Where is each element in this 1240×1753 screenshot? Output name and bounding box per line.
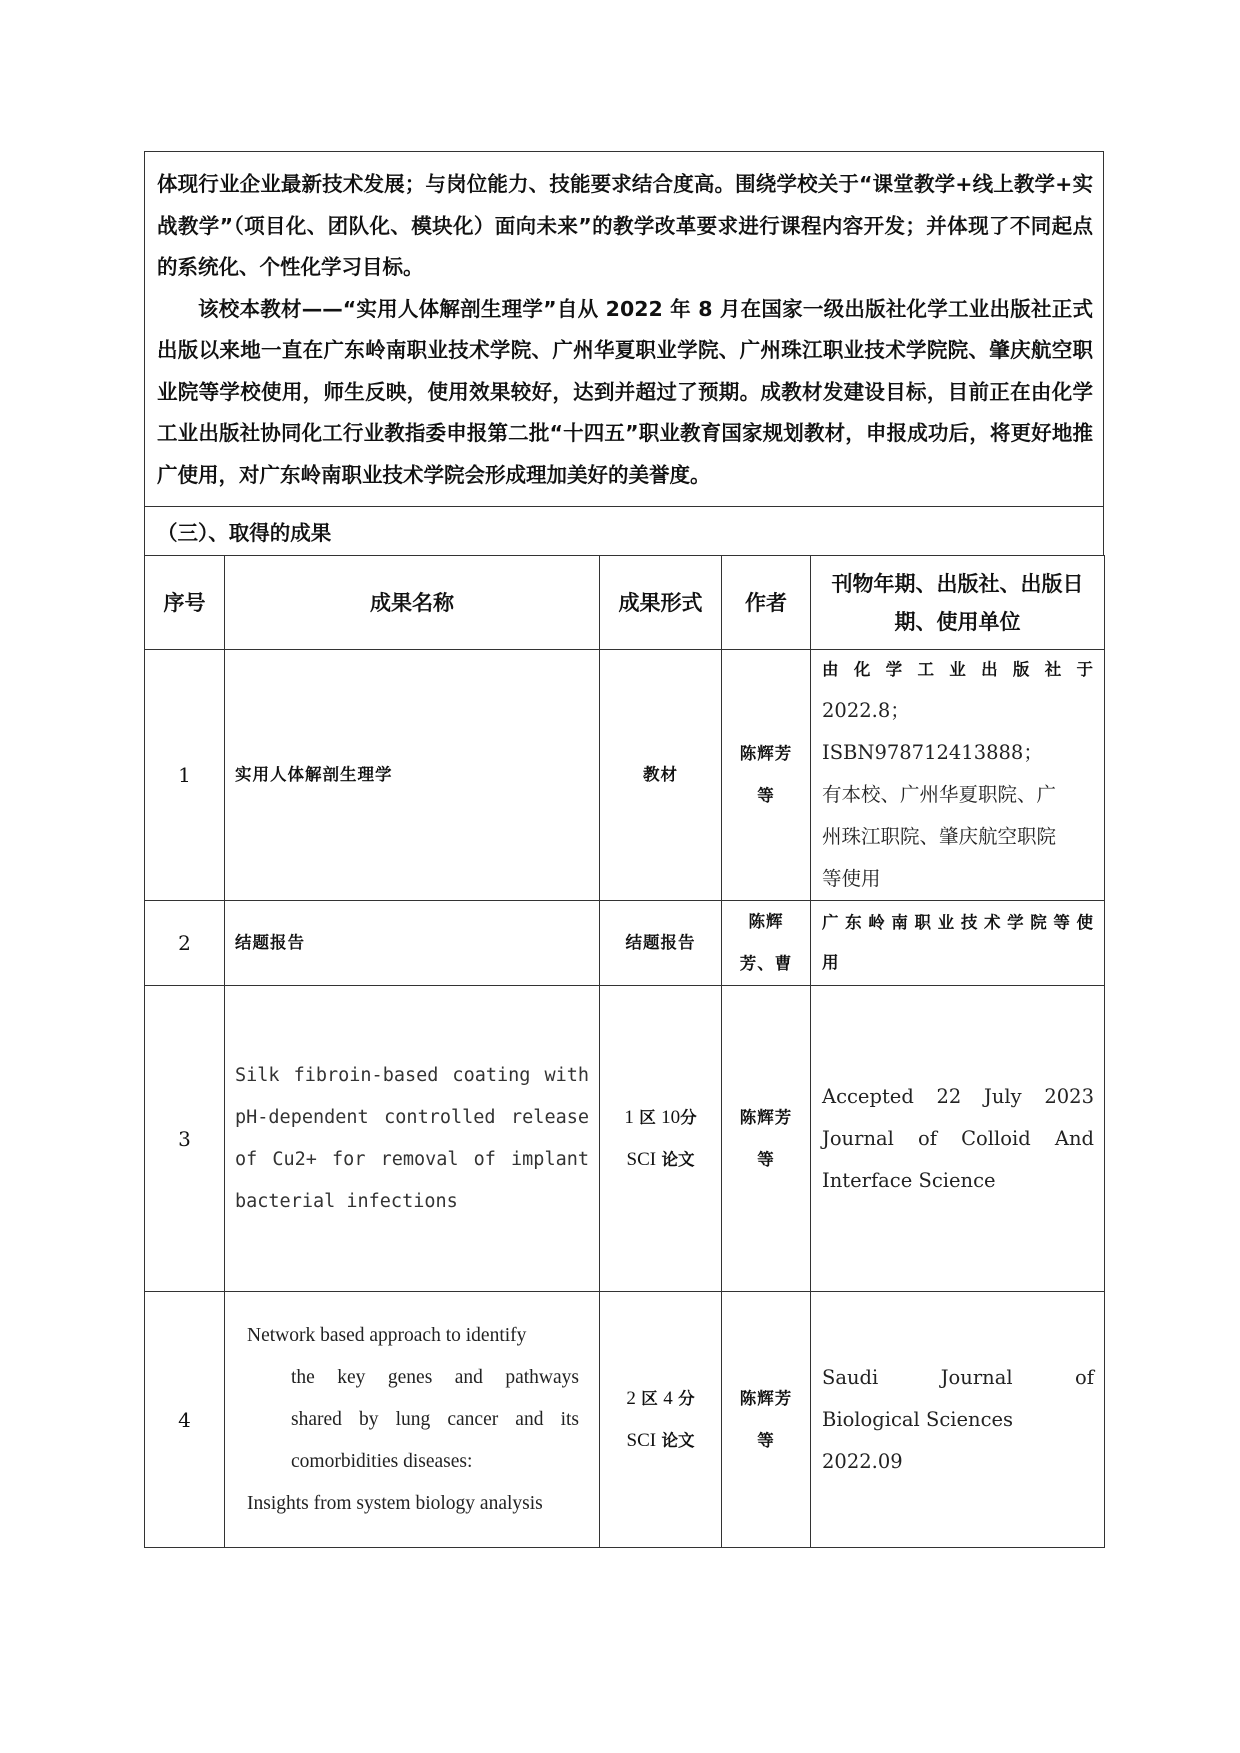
row-publication [811, 986, 1105, 1292]
header-name: 成果名称 [225, 556, 600, 650]
row-name-line4: comorbidities diseases: [291, 1450, 473, 1472]
row-form-line1: 1 区 10分 [624, 1106, 697, 1128]
table-row [145, 986, 1105, 1292]
row-index: 2 [145, 901, 225, 986]
row-name-line2: the key genes and pathways [291, 1366, 579, 1388]
row-name: 实用人体解剖生理学 [225, 650, 600, 901]
row-name [225, 1292, 600, 1548]
row-pub-line2: Biological Sciences 2022.09 [822, 1407, 1014, 1473]
row-pub-line1: Saudi Journal of [822, 1365, 1094, 1389]
row-name-line3: shared by lung cancer and its [291, 1408, 579, 1430]
row-publication [811, 650, 1105, 901]
row-author-line1: 陈辉芳 [739, 744, 793, 763]
table-row [145, 1292, 1105, 1548]
row-publication [811, 901, 1105, 986]
row-pub-line1: 由化学工业出版社于 [822, 660, 1094, 679]
row-name: Silk fibroin-based coating with pH-dependent controlled release of Cu2+ for removal of implant bacterial infections [225, 986, 600, 1292]
row-pub-line4: 州珠江职院、肇庆航空职院 [822, 825, 1057, 848]
table-header-row [145, 556, 1105, 650]
table-row [145, 901, 1105, 986]
row-pub-line2: 2022.8；ISBN978712413888； [822, 699, 1043, 764]
row-author-line2: 等 [757, 1430, 775, 1450]
achievements-table [144, 555, 1105, 1548]
row-pub-line2: 用 [822, 953, 840, 972]
row-author-line1: 陈辉 [748, 912, 784, 931]
header-author: 作者 [722, 556, 811, 650]
row-form [600, 986, 722, 1292]
header-form: 成果形式 [600, 556, 722, 650]
table-row [145, 650, 1105, 901]
intro-paragraph-1: 体现行业企业最新技术发展；与岗位能力、技能要求结合度高。围绕学校关于“课堂教学+线上教学+实战教学”（项目化、团队化、模块化）面向未来”的教学改革要求进行课程内容开发；并体现了不同起点的系统化、个性化学习目标。 [157, 172, 1093, 279]
row-name: 结题报告 [225, 901, 600, 986]
row-form [600, 1292, 722, 1548]
row-author-line2: 等 [757, 786, 775, 805]
intro-cell [145, 152, 1103, 506]
header-publication [811, 556, 1105, 650]
row-author [722, 1292, 811, 1548]
header-publication-line2: 期、使用单位 [894, 609, 1021, 634]
intro-box [144, 151, 1104, 555]
row-author-line1: 陈辉芳 [739, 1107, 793, 1127]
row-pub-line2: Journal of Colloid And [822, 1126, 1094, 1150]
row-form-line2: SCI 论文 [626, 1429, 695, 1451]
row-name-line5: Insights from system biology analysis [247, 1492, 543, 1514]
row-form-line1: 2 区 4 分 [626, 1387, 695, 1409]
row-author-line1: 陈辉芳 [739, 1388, 793, 1408]
header-publication-line1: 刊物年期、出版社、出版日 [831, 571, 1084, 596]
row-index: 1 [145, 650, 225, 901]
intro-paragraph-2: 该校本教材——“实用人体解剖生理学”自从 2022 年 8 月在国家一级出版社化学工业出版社正式出版以来地一直在广东岭南职业技术学院、广州华夏职业学院、广州珠江职业技术学院院、肇庆航空职业院等学校使用，师生反映，使用效果较好，达到并超过了预期。成教材发建设目标，目前正在由化学工业出版社协同化工行业教指委申报第二批“十四五”职业教育国家规划教材，申报成功后，将更好地推广使用，对广东岭南职业技术学院会形成理加美好的美誉度。 [157, 296, 1093, 487]
row-author [722, 650, 811, 901]
row-form: 教材 [600, 650, 722, 901]
row-index: 4 [145, 1292, 225, 1548]
row-author [722, 986, 811, 1292]
row-publication [811, 1292, 1105, 1548]
row-form-line2: SCI 论文 [626, 1148, 695, 1170]
row-index: 3 [145, 986, 225, 1292]
section-title: （三）、取得的成果 [145, 506, 1103, 555]
row-name-line1: Network based approach to identify [247, 1324, 527, 1346]
row-author-line2: 等 [757, 1149, 775, 1169]
row-author-line2: 芳、曹 [739, 954, 793, 973]
row-pub-line5: 等使用 [822, 867, 881, 890]
header-index: 序号 [145, 556, 225, 650]
row-pub-line1: Accepted 22 July 2023 [822, 1084, 1094, 1108]
row-form: 结题报告 [600, 901, 722, 986]
document-frame [144, 151, 1104, 1548]
row-pub-line1: 广东岭南职业技术学院等使 [822, 913, 1094, 932]
row-pub-line3: Interface Science [822, 1168, 996, 1192]
row-pub-line3: 有本校、广州华夏职院、广 [822, 783, 1057, 806]
row-author [722, 901, 811, 986]
